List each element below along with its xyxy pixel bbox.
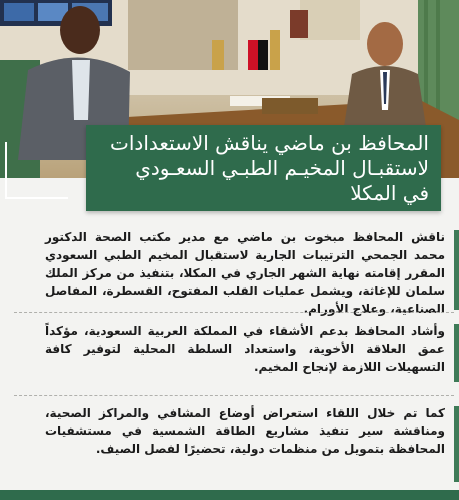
dashed-divider [14,312,454,313]
body-paragraph-3: كما تم خلال اللقاء استعراض أوضاع المشافي والمراكز الصحية، ومناقشة سير تنفيذ مشاريع الطاقة الشمسية في مستشفيات المحافظة بتمويل من منظمات دولية، تحضيرًا لفصل الصيف. [45,406,445,456]
body-paragraph-2: وأشاد المحافظ بدعم الأشقاء في المملكة العربية السعودية، مؤكداً عمق العلاقة الأخوية، واستعداد السلطة المحلية لتوفير كافة التسهيلات اللازمة لإنجاح المخيم. [45,324,445,374]
corner-bracket-ornament [4,140,70,200]
paragraph-accent-bar [454,324,459,382]
dashed-divider [14,395,454,396]
paragraph-accent-bar [454,230,459,310]
headline-line-3: في المكلا [350,181,429,205]
paragraph-accent-bar [454,406,459,482]
body-paragraph-1: ناقش المحافظ مبخوت بن ماضي مع مدير مكتب الصحة الدكتور محمد الجمحي الترتيبات الجارية لاستقبال المخيم الطبي السعودي المقرر إقامته نهاية الشهر الجاري في المكلا، بتنفيذ من مركز الملك سلمان للإغاثة، ويشمل عمليات القلب المفتوح، القسطرة، المفاصل الصناعية، وعلاج الأورام. [45,230,445,316]
headline-line-2: لاستقبـال المخيـم الطبـي السعـودي [135,156,429,180]
bottom-accent-strip [0,490,459,500]
headline-line-1: المحافظ بن ماضي يناقش الاستعدادات [110,131,429,155]
headline-box [86,125,441,211]
